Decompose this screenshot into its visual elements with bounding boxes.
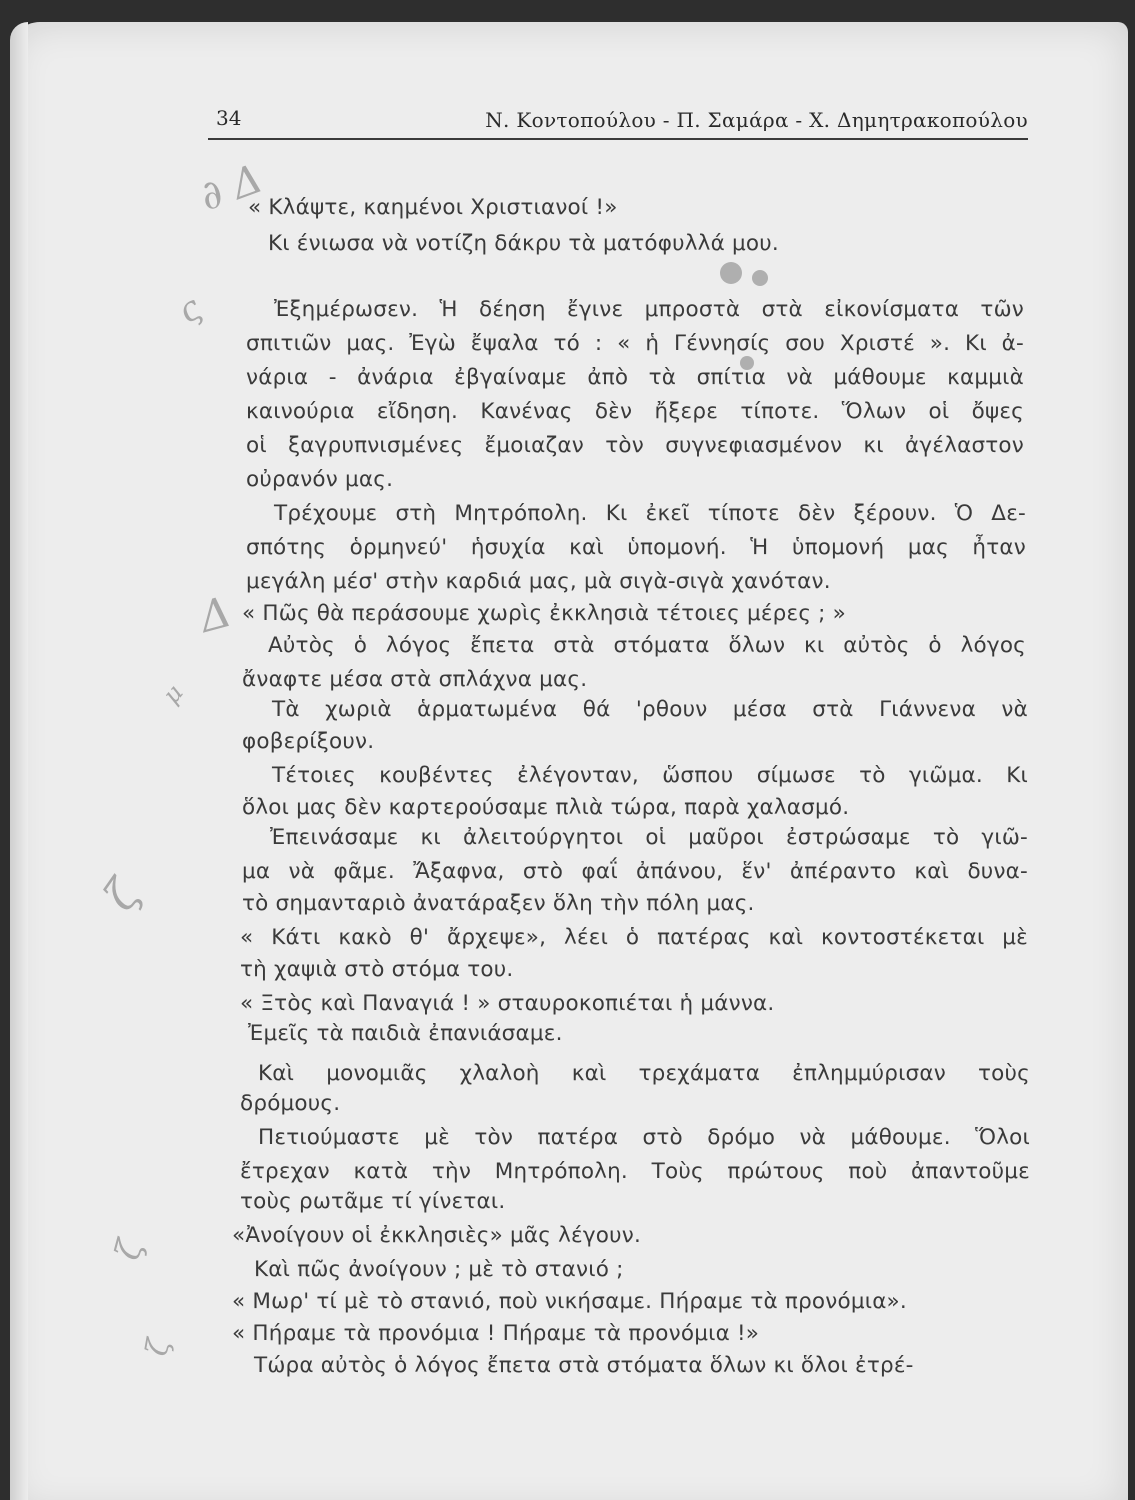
text-line: Τώρα αὐτὸς ὁ λόγος ἔπετα στὰ στόματα ὅλων κι ὅλοι ἐτρέ- — [254, 1353, 914, 1378]
text-line: Πετιούμαστε μὲ τὸν πατέρα στὸ δρόμο νὰ μάθουμε. Ὅλοι — [258, 1125, 1030, 1150]
pencil-marginalia: ζ — [139, 1336, 177, 1359]
text-line: καινούρια εἴδηση. Κανένας δὲν ἤξερε τίποτε. Ὅλων οἱ ὄψες — [246, 399, 1024, 424]
text-line: Τρέχουμε στὴ Μητρόπολη. Κι ἐκεῖ τίποτε δὲν ξέρουν. Ὁ Δε- — [274, 501, 1026, 526]
running-head-authors: Ν. Κοντοπούλου - Π. Σαμάρα - Χ. Δημητρακοπούλου — [485, 108, 1028, 132]
text-line: ἔτρεχαν κατὰ τὴν Μητρόπολη. Τοὺς πρώτους ποὺ ἀπαντοῦμε — [240, 1159, 1030, 1184]
pencil-marginalia: ζ — [94, 871, 150, 920]
ink-smudge — [752, 270, 768, 286]
text-line: ἄναφτε μέσα στὰ σπλάχνα μας. — [242, 667, 588, 692]
text-line: δρόμους. — [240, 1091, 341, 1116]
text-line: « Κλάψτε, καημένοι Χριστιανοί !» — [248, 195, 618, 220]
text-line: σπιτιῶν μας. Ἐγὼ ἔψαλα τό : « ἡ Γέννησίς σου Χριστέ ». Κι ἀ- — [246, 331, 1024, 356]
text-line: « Πῶς θὰ περάσουμε χωρὶς ἐκκλησιὰ τέτοιες μέρες ; » — [242, 601, 847, 626]
text-line: νάρια - ἀνάρια ἐβγαίναμε ἀπὸ τὰ σπίτια νὰ μάθουμε καμμιὰ — [246, 365, 1024, 390]
text-line: ὅλοι μας δὲν καρτερούσαμε πλιὰ τώρα, παρὰ χαλασμό. — [242, 795, 850, 820]
text-line: σπότης ὁρμηνεύ' ἡσυχία καὶ ὑπομονή. Ἡ ὑπομονή μας ἦταν — [246, 535, 1026, 560]
text-line: Ἐπεινάσαμε κι ἀλειτούργητοι οἱ μαῦροι ἐστρώσαμε τὸ γιῶ- — [270, 825, 1028, 850]
page-binding-edge — [10, 22, 28, 1500]
text-line: μα νὰ φᾶμε. Ἄξαφνα, στὸ φαΐ ἀπάνου, ἕν' ἀπέραντο καὶ δυνα- — [242, 859, 1028, 884]
text-line: Καὶ πῶς ἀνοίγουν ; μὲ τὸ στανιό ; — [254, 1257, 624, 1282]
text-line: οἱ ξαγρυπνισμένες ἔμοιαζαν τὸν συγνεφιασμένον κι ἀγέλαστον — [246, 433, 1024, 458]
pencil-marginalia: ∂ Δ — [194, 155, 269, 221]
text-line: Τέτοιες κουβέντες ἐλέγονταν, ὥσπου σίμωσε τὸ γιῶμα. Κι — [272, 763, 1028, 788]
text-line: Καὶ μονομιᾶς χλαλοὴ καὶ τρεχάματα ἐπλημμύρισαν τοὺς — [258, 1061, 1030, 1086]
text-line: « Πήραμε τὰ προνόμια ! Πήραμε τὰ προνόμια !» — [232, 1321, 760, 1346]
ink-smudge — [720, 262, 742, 284]
page-number: 34 — [216, 106, 242, 130]
page-header — [208, 102, 1028, 140]
text-line: τὸ σημανταριὸ ἀνατάραξεν ὅλη τὴν πόλη μας. — [242, 891, 755, 916]
text-line: φοβερίξουν. — [242, 729, 375, 754]
pencil-marginalia: μ — [157, 679, 189, 709]
text-line: « Κάτι κακὸ θ' ἄρχεψε», λέει ὁ πατέρας καὶ κοντοστέκεται μὲ — [240, 925, 1028, 950]
pencil-marginalia: ς — [170, 288, 209, 332]
text-line: μεγάλη μέσ' στὴν καρδιά μας, μὰ σιγὰ-σιγὰ χανόταν. — [246, 569, 831, 594]
pencil-marginalia: ζ — [107, 1235, 151, 1265]
text-line: τοὺς ρωτᾶμε τί γίνεται. — [240, 1189, 506, 1214]
text-line: Ἐμεῖς τὰ παιδιὰ ἐπανιάσαμε. — [248, 1021, 563, 1046]
text-line: τὴ χαψιὰ στὸ στόμα του. — [240, 957, 514, 982]
text-line: Κι ένιωσα νὰ νοτίζη δάκρυ τὰ ματόφυλλά μου. — [268, 231, 779, 256]
text-line: οὐρανόν μας. — [246, 467, 394, 492]
text-line: Τὰ χωριὰ ἁρματωμένα θά 'ρθουν μέσα στὰ Γιάννενα νὰ — [272, 697, 1028, 722]
text-line: « Ξτὸς καὶ Παναγιά ! » σταυροκοπιέται ἡ μάννα. — [240, 991, 775, 1016]
text-line: « Μωρ' τί μὲ τὸ στανιό, ποὺ νικήσαμε. Πήραμε τὰ προνόμια». — [232, 1289, 907, 1314]
pencil-marginalia: Δ — [194, 586, 237, 643]
text-line: «Ἀνοίγουν οἱ ἐκκλησιὲς» μᾶς λέγουν. — [232, 1223, 641, 1248]
text-line: Αὐτὸς ὁ λόγος ἔπετα στὰ στόματα ὅλων κι αὐτὸς ὁ λόγος — [268, 633, 1026, 658]
text-line: Ἐξημέρωσεν. Ἡ δέηση ἔγινε μπροστὰ στὰ εἰκονίσματα τῶν — [274, 297, 1024, 322]
